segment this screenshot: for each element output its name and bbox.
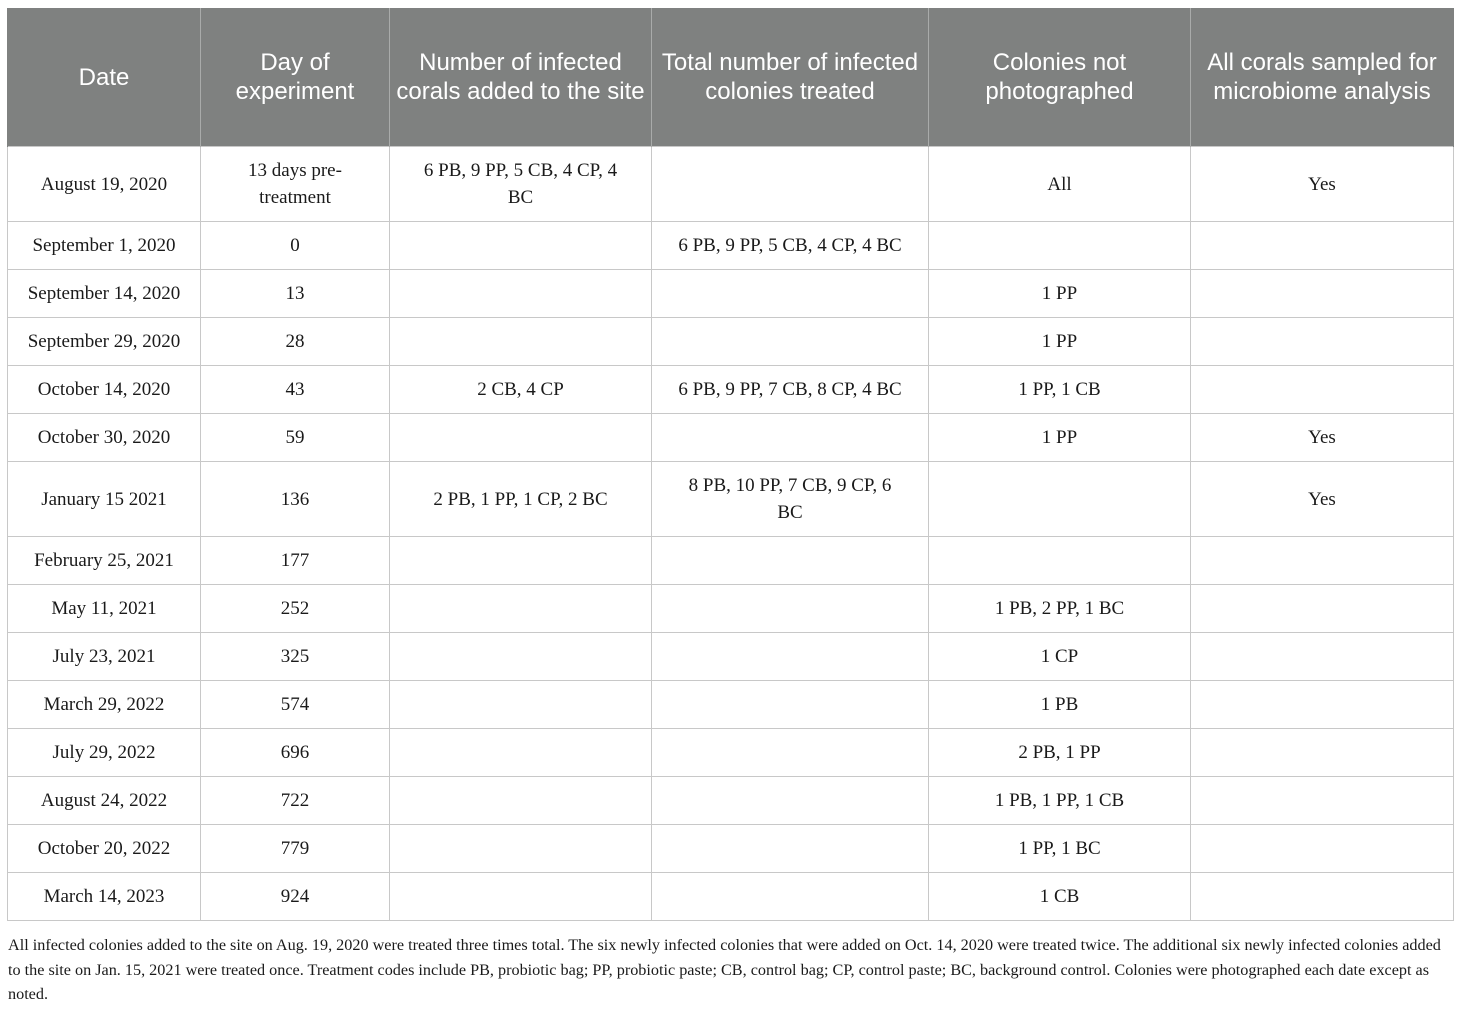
cell-day: 252 — [201, 585, 390, 633]
cell-sampled — [1191, 825, 1454, 873]
cell-sampled — [1191, 537, 1454, 585]
cell-added: 2 PB, 1 PP, 1 CP, 2 BC — [390, 462, 652, 537]
cell-treated — [652, 777, 929, 825]
cell-added — [390, 777, 652, 825]
cell-added — [390, 729, 652, 777]
cell-sampled — [1191, 366, 1454, 414]
cell-date: October 14, 2020 — [8, 366, 201, 414]
cell-treated — [652, 585, 929, 633]
cell-not-photographed: 1 PP — [929, 414, 1191, 462]
cell-date: July 23, 2021 — [8, 633, 201, 681]
header-not-photographed: Colonies not photographed — [929, 8, 1191, 147]
cell-not-photographed: 1 PP, 1 CB — [929, 366, 1191, 414]
cell-added — [390, 270, 652, 318]
cell-not-photographed — [929, 222, 1191, 270]
table-row — [8, 585, 1454, 633]
cell-sampled: Yes — [1191, 414, 1454, 462]
cell-date: October 30, 2020 — [8, 414, 201, 462]
table-header-row — [8, 8, 1454, 147]
cell-date: September 1, 2020 — [8, 222, 201, 270]
cell-added: 6 PB, 9 PP, 5 CB, 4 CP, 4 BC — [390, 147, 652, 222]
cell-date: August 24, 2022 — [8, 777, 201, 825]
cell-not-photographed — [929, 462, 1191, 537]
cell-added — [390, 585, 652, 633]
cell-day: 696 — [201, 729, 390, 777]
cell-date: March 29, 2022 — [8, 681, 201, 729]
cell-not-photographed: 1 CP — [929, 633, 1191, 681]
table-footnote: All infected colonies added to the site on Aug. 19, 2020 were treated three times total. The six newly infected colonies that were added on Oct. 14, 2020 were treated twice. The additional six newly infected colonies added to the site on Jan. 15, 2021 were treated once. Treatment codes include PB, probiotic bag; PP, probiotic paste; CB, control bag; CP, control paste; BC, background control. Colonies were photographed each date except as noted. — [8, 936, 1441, 1003]
cell-date: August 19, 2020 — [8, 147, 201, 222]
cell-day: 574 — [201, 681, 390, 729]
table-row — [8, 681, 1454, 729]
cell-date: September 29, 2020 — [8, 318, 201, 366]
cell-not-photographed: All — [929, 147, 1191, 222]
header-microbiome-sampled: All corals sampled for microbiome analysis — [1191, 8, 1454, 147]
cell-treated — [652, 270, 929, 318]
cell-date: May 11, 2021 — [8, 585, 201, 633]
cell-treated: 6 PB, 9 PP, 5 CB, 4 CP, 4 BC — [652, 222, 929, 270]
cell-added — [390, 537, 652, 585]
cell-added — [390, 222, 652, 270]
cell-day: 13 days pre-treatment — [201, 147, 390, 222]
cell-day: 0 — [201, 222, 390, 270]
table-row — [8, 777, 1454, 825]
table-row — [8, 270, 1454, 318]
cell-not-photographed: 1 PB, 1 PP, 1 CB — [929, 777, 1191, 825]
cell-not-photographed — [929, 537, 1191, 585]
cell-day: 13 — [201, 270, 390, 318]
cell-added — [390, 414, 652, 462]
table-row — [8, 729, 1454, 777]
header-infected-corals-added: Number of infected corals added to the site — [390, 8, 652, 147]
table-row — [8, 633, 1454, 681]
cell-not-photographed: 1 PB — [929, 681, 1191, 729]
cell-date: February 25, 2021 — [8, 537, 201, 585]
cell-treated — [652, 633, 929, 681]
cell-added — [390, 873, 652, 921]
table-row — [8, 462, 1454, 537]
cell-date: October 20, 2022 — [8, 825, 201, 873]
cell-day: 325 — [201, 633, 390, 681]
table-row — [8, 873, 1454, 921]
table-row — [8, 147, 1454, 222]
treatment-schedule-table — [7, 8, 1454, 921]
cell-sampled — [1191, 633, 1454, 681]
cell-added — [390, 633, 652, 681]
cell-sampled: Yes — [1191, 147, 1454, 222]
cell-sampled: Yes — [1191, 462, 1454, 537]
cell-treated — [652, 414, 929, 462]
cell-day: 43 — [201, 366, 390, 414]
cell-day: 924 — [201, 873, 390, 921]
cell-added: 2 CB, 4 CP — [390, 366, 652, 414]
cell-day: 28 — [201, 318, 390, 366]
cell-day: 779 — [201, 825, 390, 873]
cell-treated: 6 PB, 9 PP, 7 CB, 8 CP, 4 BC — [652, 366, 929, 414]
cell-day: 136 — [201, 462, 390, 537]
data-table-container — [7, 8, 1453, 921]
cell-treated: 8 PB, 10 PP, 7 CB, 9 CP, 6 BC — [652, 462, 929, 537]
cell-not-photographed: 1 PP, 1 BC — [929, 825, 1191, 873]
cell-sampled — [1191, 777, 1454, 825]
cell-day: 722 — [201, 777, 390, 825]
cell-date: January 15 2021 — [8, 462, 201, 537]
cell-treated — [652, 537, 929, 585]
cell-sampled — [1191, 222, 1454, 270]
cell-treated — [652, 825, 929, 873]
table-row — [8, 414, 1454, 462]
cell-date: July 29, 2022 — [8, 729, 201, 777]
header-total-treated: Total number of infected colonies treated — [652, 8, 929, 147]
header-day-of-experiment: Day of experiment — [201, 8, 390, 147]
cell-date: March 14, 2023 — [8, 873, 201, 921]
cell-sampled — [1191, 729, 1454, 777]
cell-not-photographed: 1 PP — [929, 270, 1191, 318]
table-row — [8, 318, 1454, 366]
cell-added — [390, 825, 652, 873]
cell-not-photographed: 1 PB, 2 PP, 1 BC — [929, 585, 1191, 633]
header-date: Date — [8, 8, 201, 147]
table-row — [8, 222, 1454, 270]
cell-sampled — [1191, 873, 1454, 921]
cell-sampled — [1191, 585, 1454, 633]
cell-not-photographed: 2 PB, 1 PP — [929, 729, 1191, 777]
table-row — [8, 825, 1454, 873]
table-row — [8, 366, 1454, 414]
cell-added — [390, 681, 652, 729]
cell-day: 59 — [201, 414, 390, 462]
cell-day: 177 — [201, 537, 390, 585]
cell-not-photographed: 1 PP — [929, 318, 1191, 366]
cell-date: September 14, 2020 — [8, 270, 201, 318]
cell-treated — [652, 681, 929, 729]
cell-treated — [652, 729, 929, 777]
cell-treated — [652, 147, 929, 222]
cell-added — [390, 318, 652, 366]
cell-sampled — [1191, 681, 1454, 729]
cell-treated — [652, 318, 929, 366]
table-row — [8, 537, 1454, 585]
cell-not-photographed: 1 CB — [929, 873, 1191, 921]
cell-sampled — [1191, 318, 1454, 366]
cell-sampled — [1191, 270, 1454, 318]
cell-treated — [652, 873, 929, 921]
